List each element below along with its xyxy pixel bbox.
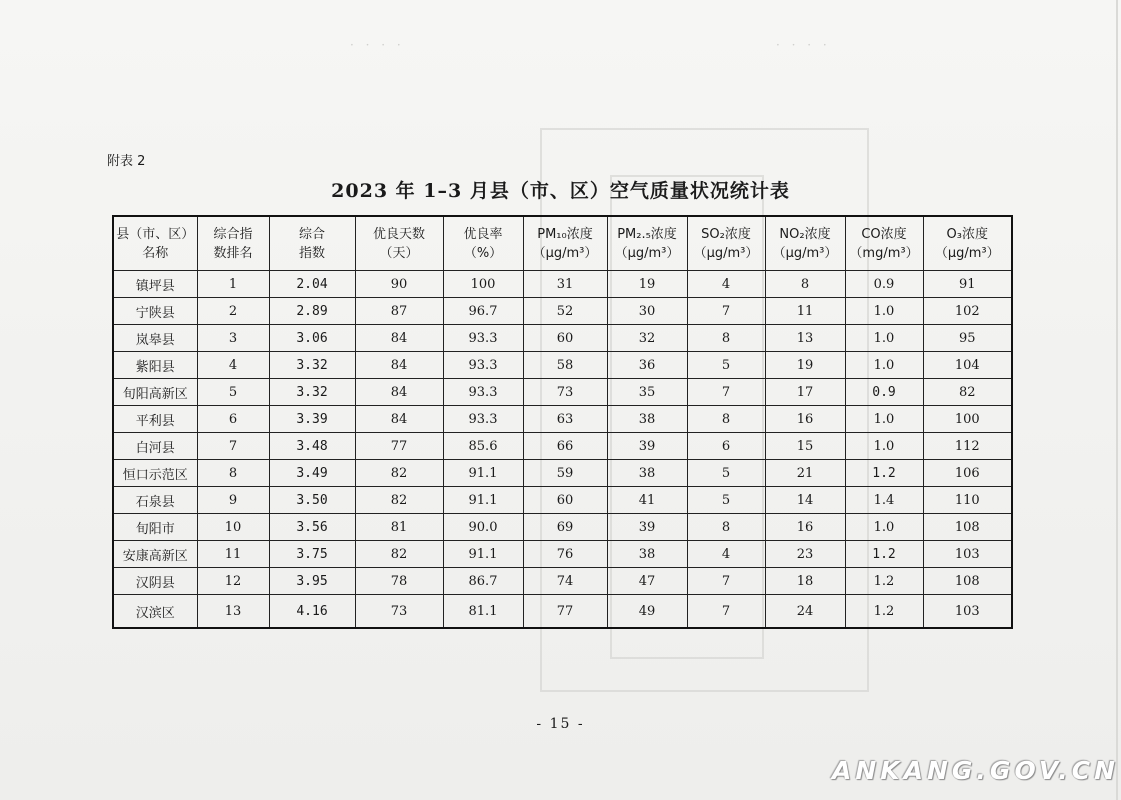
table-header-row — [113, 216, 1012, 271]
column-header-line1: 县（市、区） — [116, 226, 195, 242]
table-cell: 13 — [197, 595, 269, 629]
table-cell: 93.3 — [443, 379, 523, 406]
table-cell: 52 — [523, 298, 607, 325]
table-cell: 1.0 — [845, 325, 923, 352]
column-header-line2: 指数 — [298, 245, 325, 261]
table-cell: 1.2 — [845, 595, 923, 629]
column-header-line2: （μg/m³） — [693, 245, 759, 261]
table-cell: 91.1 — [443, 460, 523, 487]
table-cell: 93.3 — [443, 406, 523, 433]
table-cell: 1.0 — [845, 298, 923, 325]
column-header — [443, 216, 523, 271]
page-number: - 15 - — [536, 716, 585, 732]
table-cell: 49 — [607, 595, 687, 629]
table-cell: 103 — [923, 595, 1012, 629]
table-row — [113, 352, 1012, 379]
column-header-line2: （μg/m³） — [532, 245, 598, 261]
table-cell: 8 — [687, 514, 765, 541]
table-row — [113, 568, 1012, 595]
table-row — [113, 271, 1012, 298]
table-cell: 77 — [523, 595, 607, 629]
table-cell: 82 — [923, 379, 1012, 406]
table-cell: 13 — [765, 325, 845, 352]
table-cell: 1.4 — [845, 487, 923, 514]
table-cell: 73 — [355, 595, 443, 629]
table-cell: 90 — [355, 271, 443, 298]
column-header-line2: 数排名 — [213, 245, 253, 261]
table-cell: 32 — [607, 325, 687, 352]
table-cell: 23 — [765, 541, 845, 568]
table-cell: 31 — [523, 271, 607, 298]
county-name-cell: 旬阳市 — [113, 514, 197, 541]
table-cell: 38 — [607, 406, 687, 433]
table-cell: 58 — [523, 352, 607, 379]
table-cell: 5 — [687, 487, 765, 514]
table-cell: 66 — [523, 433, 607, 460]
table-cell: 8 — [765, 271, 845, 298]
table-cell: 36 — [607, 352, 687, 379]
air-quality-table — [112, 215, 1013, 629]
top-scan-mark: · · · · — [350, 38, 405, 52]
county-name-cell: 岚皋县 — [113, 325, 197, 352]
table-cell: 1.0 — [845, 406, 923, 433]
top-scan-mark: · · · · — [776, 38, 831, 52]
table-cell: 82 — [355, 541, 443, 568]
table-cell: 39 — [607, 433, 687, 460]
county-name-cell: 紫阳县 — [113, 352, 197, 379]
table-cell: 5 — [197, 379, 269, 406]
table-cell: 60 — [523, 325, 607, 352]
table-cell: 93.3 — [443, 352, 523, 379]
table-cell: 108 — [923, 568, 1012, 595]
table-cell: 78 — [355, 568, 443, 595]
table-cell: 100 — [923, 406, 1012, 433]
table-cell: 7 — [687, 568, 765, 595]
table-cell: 9 — [197, 487, 269, 514]
table-cell: 19 — [765, 352, 845, 379]
table-cell: 87 — [355, 298, 443, 325]
table-row — [113, 406, 1012, 433]
table-cell: 106 — [923, 460, 1012, 487]
county-name-cell: 镇坪县 — [113, 271, 197, 298]
table-cell: 90.0 — [443, 514, 523, 541]
table-cell: 2 — [197, 298, 269, 325]
county-name-cell: 宁陕县 — [113, 298, 197, 325]
table-row — [113, 460, 1012, 487]
table-row — [113, 379, 1012, 406]
table-cell: 8 — [687, 406, 765, 433]
column-header — [113, 216, 197, 271]
table-cell: 5 — [687, 352, 765, 379]
table-cell: 11 — [197, 541, 269, 568]
county-name-cell: 旬阳高新区 — [113, 379, 197, 406]
table-cell: 0.9 — [845, 379, 923, 406]
table-cell: 82 — [355, 460, 443, 487]
table-cell: 21 — [765, 460, 845, 487]
table-cell: 1 — [197, 271, 269, 298]
column-header-line2: 名称 — [142, 245, 169, 261]
table-cell: 77 — [355, 433, 443, 460]
column-header-line2: （%） — [463, 245, 503, 261]
table-cell: 7 — [687, 379, 765, 406]
column-header-line2: （μg/m³） — [614, 245, 680, 261]
table-cell: 60 — [523, 487, 607, 514]
table-cell: 3.39 — [269, 406, 355, 433]
table-cell: 84 — [355, 379, 443, 406]
table-cell: 4 — [687, 541, 765, 568]
table-cell: 112 — [923, 433, 1012, 460]
table-cell: 1.2 — [845, 568, 923, 595]
column-header-line1: SO₂浓度 — [701, 226, 751, 242]
table-cell: 3.49 — [269, 460, 355, 487]
table-cell: 18 — [765, 568, 845, 595]
column-header — [269, 216, 355, 271]
column-header-line1: CO浓度 — [861, 226, 907, 242]
page-edge-line — [1116, 0, 1118, 800]
table-cell: 0.9 — [845, 271, 923, 298]
table-cell: 19 — [607, 271, 687, 298]
table-cell: 81.1 — [443, 595, 523, 629]
table-cell: 84 — [355, 406, 443, 433]
table-cell: 91.1 — [443, 541, 523, 568]
table-cell: 73 — [523, 379, 607, 406]
table-cell: 3.50 — [269, 487, 355, 514]
table-row — [113, 298, 1012, 325]
table-cell: 4 — [197, 352, 269, 379]
table-cell: 38 — [607, 460, 687, 487]
table-cell: 85.6 — [443, 433, 523, 460]
table-cell: 11 — [765, 298, 845, 325]
table-row — [113, 487, 1012, 514]
table-cell: 3.56 — [269, 514, 355, 541]
table-cell: 8 — [687, 325, 765, 352]
table-cell: 6 — [687, 433, 765, 460]
table-cell: 7 — [197, 433, 269, 460]
column-header-line2: （μg/m³） — [934, 245, 1000, 261]
table-cell: 1.0 — [845, 352, 923, 379]
table-cell: 84 — [355, 352, 443, 379]
table-cell: 14 — [765, 487, 845, 514]
table-row — [113, 541, 1012, 568]
column-header-line1: 优良率 — [463, 226, 503, 242]
table-cell: 91 — [923, 271, 1012, 298]
table-cell: 96.7 — [443, 298, 523, 325]
table-row — [113, 514, 1012, 541]
table-cell: 91.1 — [443, 487, 523, 514]
county-name-cell: 汉滨区 — [113, 595, 197, 629]
column-header-line2: （天） — [379, 245, 419, 261]
column-header — [765, 216, 845, 271]
county-name-cell: 汉阴县 — [113, 568, 197, 595]
table-cell: 12 — [197, 568, 269, 595]
site-watermark: ANKANG.GOV.CN — [832, 756, 1120, 785]
column-header — [845, 216, 923, 271]
table-cell: 81 — [355, 514, 443, 541]
column-header — [523, 216, 607, 271]
county-name-cell: 平利县 — [113, 406, 197, 433]
table-cell: 4 — [687, 271, 765, 298]
table-cell: 2.04 — [269, 271, 355, 298]
column-header-line1: O₃浓度 — [946, 226, 988, 242]
table-cell: 59 — [523, 460, 607, 487]
table-cell: 15 — [765, 433, 845, 460]
column-header-line1: 综合指 — [213, 226, 253, 242]
table-cell: 74 — [523, 568, 607, 595]
table-cell: 41 — [607, 487, 687, 514]
table-row — [113, 595, 1012, 629]
table-cell: 3 — [197, 325, 269, 352]
table-cell: 82 — [355, 487, 443, 514]
table-cell: 104 — [923, 352, 1012, 379]
table-cell: 95 — [923, 325, 1012, 352]
table-cell: 1.0 — [845, 433, 923, 460]
county-name-cell: 安康高新区 — [113, 541, 197, 568]
table-row — [113, 433, 1012, 460]
table-cell: 93.3 — [443, 325, 523, 352]
table-cell: 100 — [443, 271, 523, 298]
table-body — [113, 271, 1012, 629]
column-header-line1: PM₂.₅浓度 — [617, 226, 677, 242]
county-name-cell: 石泉县 — [113, 487, 197, 514]
table-cell: 8 — [197, 460, 269, 487]
table-cell: 1.2 — [845, 541, 923, 568]
table-cell: 63 — [523, 406, 607, 433]
table-cell: 108 — [923, 514, 1012, 541]
table-cell: 3.32 — [269, 352, 355, 379]
table-cell: 102 — [923, 298, 1012, 325]
table-cell: 76 — [523, 541, 607, 568]
table-cell: 7 — [687, 298, 765, 325]
county-name-cell: 白河县 — [113, 433, 197, 460]
column-header-line2: （mg/m³） — [849, 245, 919, 261]
table-cell: 1.2 — [845, 460, 923, 487]
county-name-cell: 恒口示范区 — [113, 460, 197, 487]
table-cell: 16 — [765, 406, 845, 433]
table-cell: 6 — [197, 406, 269, 433]
column-header — [355, 216, 443, 271]
table-cell: 110 — [923, 487, 1012, 514]
annex-label: 附表 2 — [107, 154, 146, 169]
table-cell: 103 — [923, 541, 1012, 568]
column-header — [607, 216, 687, 271]
table-cell: 84 — [355, 325, 443, 352]
table-cell: 24 — [765, 595, 845, 629]
table-cell: 3.32 — [269, 379, 355, 406]
table-cell: 7 — [687, 595, 765, 629]
column-header-line1: 优良天数 — [372, 226, 425, 242]
table-title: 2023 年 1–3 月县（市、区）空气质量状况统计表 — [331, 180, 790, 202]
table-cell: 30 — [607, 298, 687, 325]
table-cell: 10 — [197, 514, 269, 541]
column-header-line1: 综合 — [298, 226, 325, 242]
column-header — [687, 216, 765, 271]
table-cell: 47 — [607, 568, 687, 595]
table-cell: 5 — [687, 460, 765, 487]
column-header-line1: NO₂浓度 — [779, 226, 831, 242]
table-cell: 35 — [607, 379, 687, 406]
table-cell: 16 — [765, 514, 845, 541]
table-cell: 38 — [607, 541, 687, 568]
column-header-line1: PM₁₀浓度 — [537, 226, 593, 242]
table-cell: 69 — [523, 514, 607, 541]
table-cell: 2.89 — [269, 298, 355, 325]
table-cell: 86.7 — [443, 568, 523, 595]
table-cell: 3.48 — [269, 433, 355, 460]
column-header — [923, 216, 1012, 271]
column-header-line2: （μg/m³） — [772, 245, 838, 261]
table-row — [113, 325, 1012, 352]
table-cell: 1.0 — [845, 514, 923, 541]
column-header — [197, 216, 269, 271]
table-cell: 3.95 — [269, 568, 355, 595]
table-cell: 3.06 — [269, 325, 355, 352]
table-cell: 39 — [607, 514, 687, 541]
table-cell: 3.75 — [269, 541, 355, 568]
table-cell: 4.16 — [269, 595, 355, 629]
table-cell: 17 — [765, 379, 845, 406]
